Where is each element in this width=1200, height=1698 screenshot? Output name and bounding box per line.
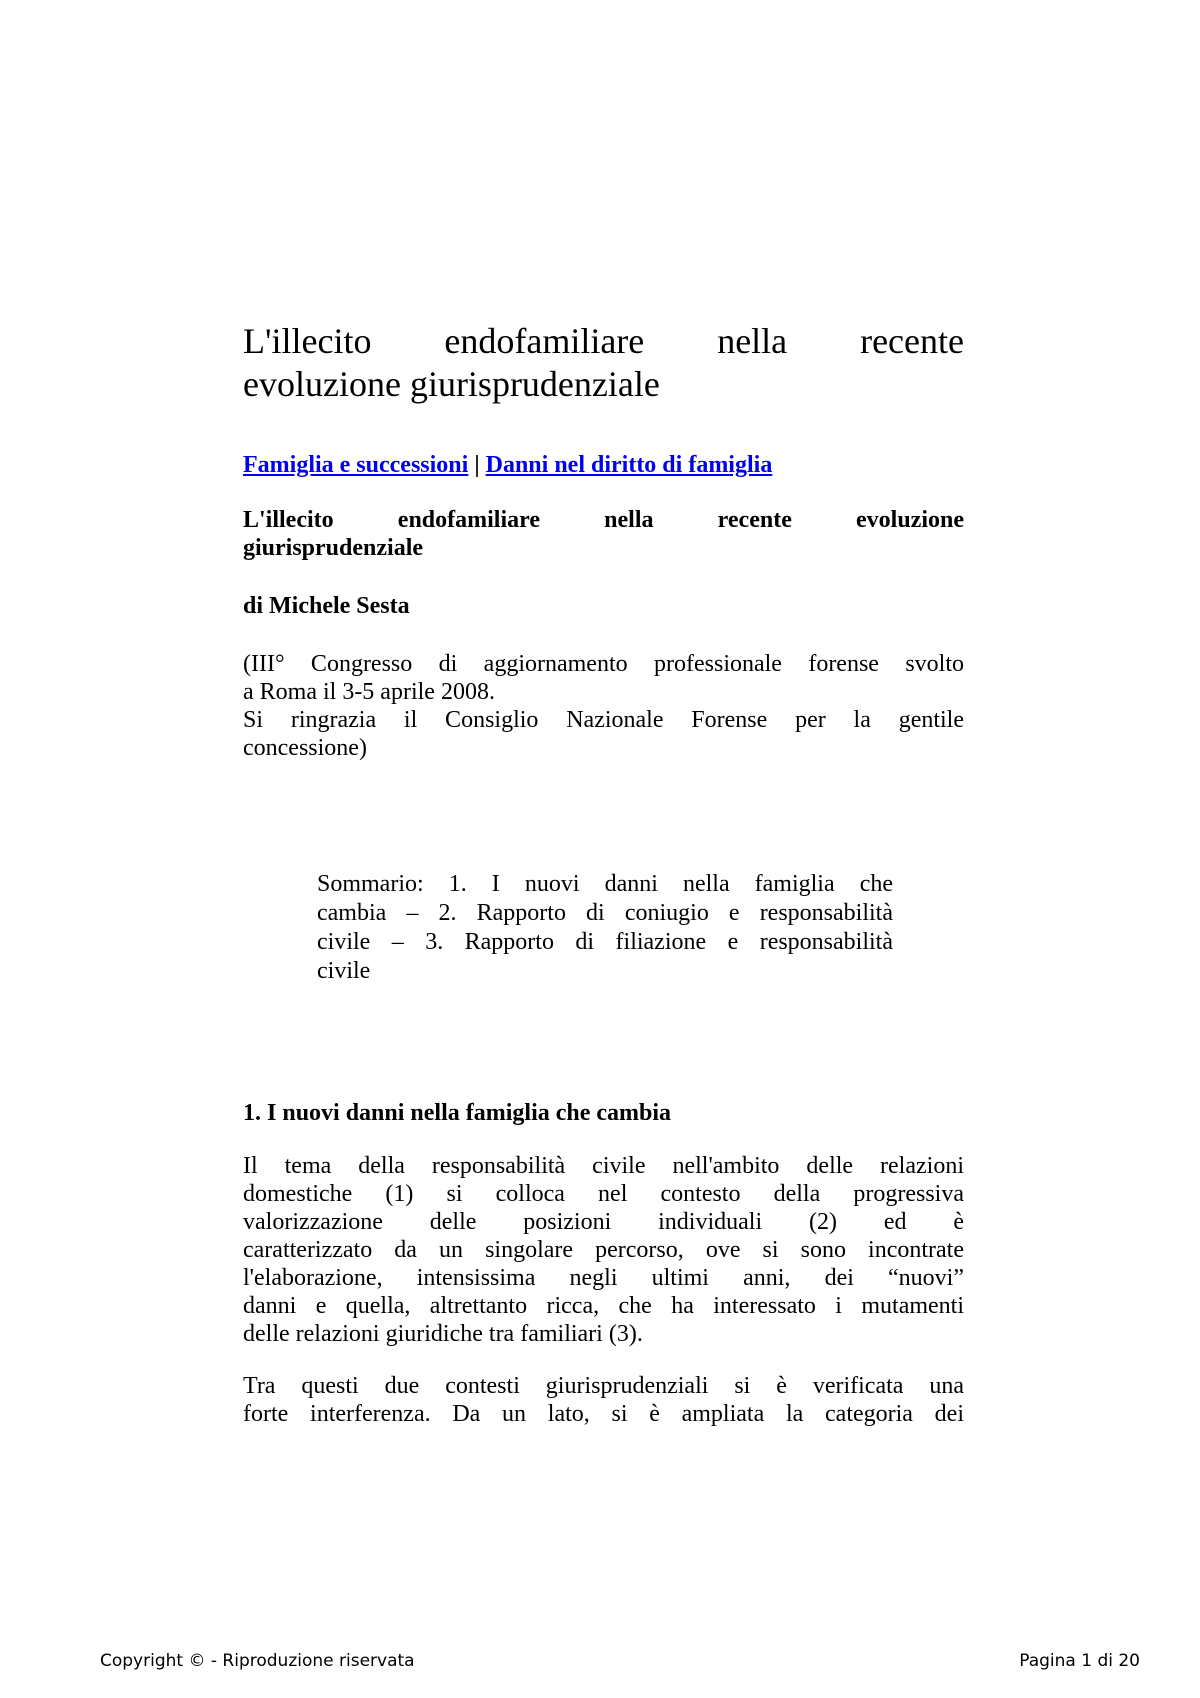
- category-links: [243, 450, 964, 480]
- document-subtitle-line-2: giurisprudenziale: [243, 535, 424, 561]
- summary-line: civile: [317, 958, 371, 984]
- document-header: [243, 320, 964, 762]
- category-link-danni-diritto-famiglia[interactable]: Danni nel diritto di famiglia: [485, 452, 773, 478]
- document-author: di Michele Sesta: [243, 593, 410, 619]
- paragraph-line: Tra questi due contesti giurisprudenziali si è verificata una: [243, 1373, 964, 1399]
- paragraph-line: l'elaborazione, intensissima negli ultimi anni, dei “nuovi”: [243, 1265, 964, 1291]
- paragraph-1: [243, 1152, 964, 1348]
- summary-line: civile – 3. Rapporto di filiazione e responsabilità: [317, 929, 893, 955]
- paragraph-line: domestiche (1) si colloca nel contesto della progressiva: [243, 1181, 964, 1207]
- copyright-notice: Copyright © - Riproduzione riservata: [100, 1651, 415, 1671]
- document-subtitle-line-1: L'illecito endofamiliare nella recente evoluzione: [243, 507, 964, 533]
- conference-note-line: a Roma il 3-5 aprile 2008.: [243, 679, 495, 705]
- conference-note-line: concessione): [243, 735, 367, 761]
- document-title-line-1: L'illecito endofamiliare nella recente: [243, 321, 964, 361]
- summary-line: cambia – 2. Rapporto di coniugio e responsabilità: [317, 900, 893, 926]
- page-number: Pagina 1 di 20: [1019, 1651, 1140, 1671]
- section-1-title: 1. I nuovi danni nella famiglia che cambia: [243, 1100, 672, 1126]
- paragraph-line: valorizzazione delle posizioni individuali (2) ed è: [243, 1209, 964, 1235]
- table-of-contents-summary: [317, 870, 893, 986]
- paragraph-line: Il tema della responsabilità civile nell'ambito delle relazioni: [243, 1153, 964, 1179]
- category-link-famiglia-successioni[interactable]: Famiglia e successioni: [243, 452, 469, 478]
- paragraph-line: forte interferenza. Da un lato, si è ampliata la categoria dei: [243, 1401, 964, 1427]
- paragraph-line: danni e quella, altrettanto ricca, che ha interessato i mutamenti: [243, 1293, 964, 1319]
- conference-note-line: Si ringrazia il Consiglio Nazionale Forense per la gentile: [243, 707, 964, 733]
- conference-note-line: (III° Congresso di aggiornamento professionale forense svolto: [243, 651, 964, 677]
- paragraph-line: caratterizzato da un singolare percorso, ove si sono incontrate: [243, 1237, 964, 1263]
- section-1: [243, 1098, 964, 1428]
- document-title: [243, 320, 964, 406]
- conference-note: [243, 650, 964, 762]
- paragraph-line: delle relazioni giuridiche tra familiari (3).: [243, 1321, 643, 1347]
- document-title-line-2: evoluzione giurisprudenziale: [243, 364, 660, 404]
- category-separator: |: [474, 452, 480, 478]
- document-subtitle: [243, 506, 964, 562]
- paragraph-2: [243, 1372, 964, 1428]
- summary-line: Sommario: 1. I nuovi danni nella famiglia che: [317, 871, 893, 897]
